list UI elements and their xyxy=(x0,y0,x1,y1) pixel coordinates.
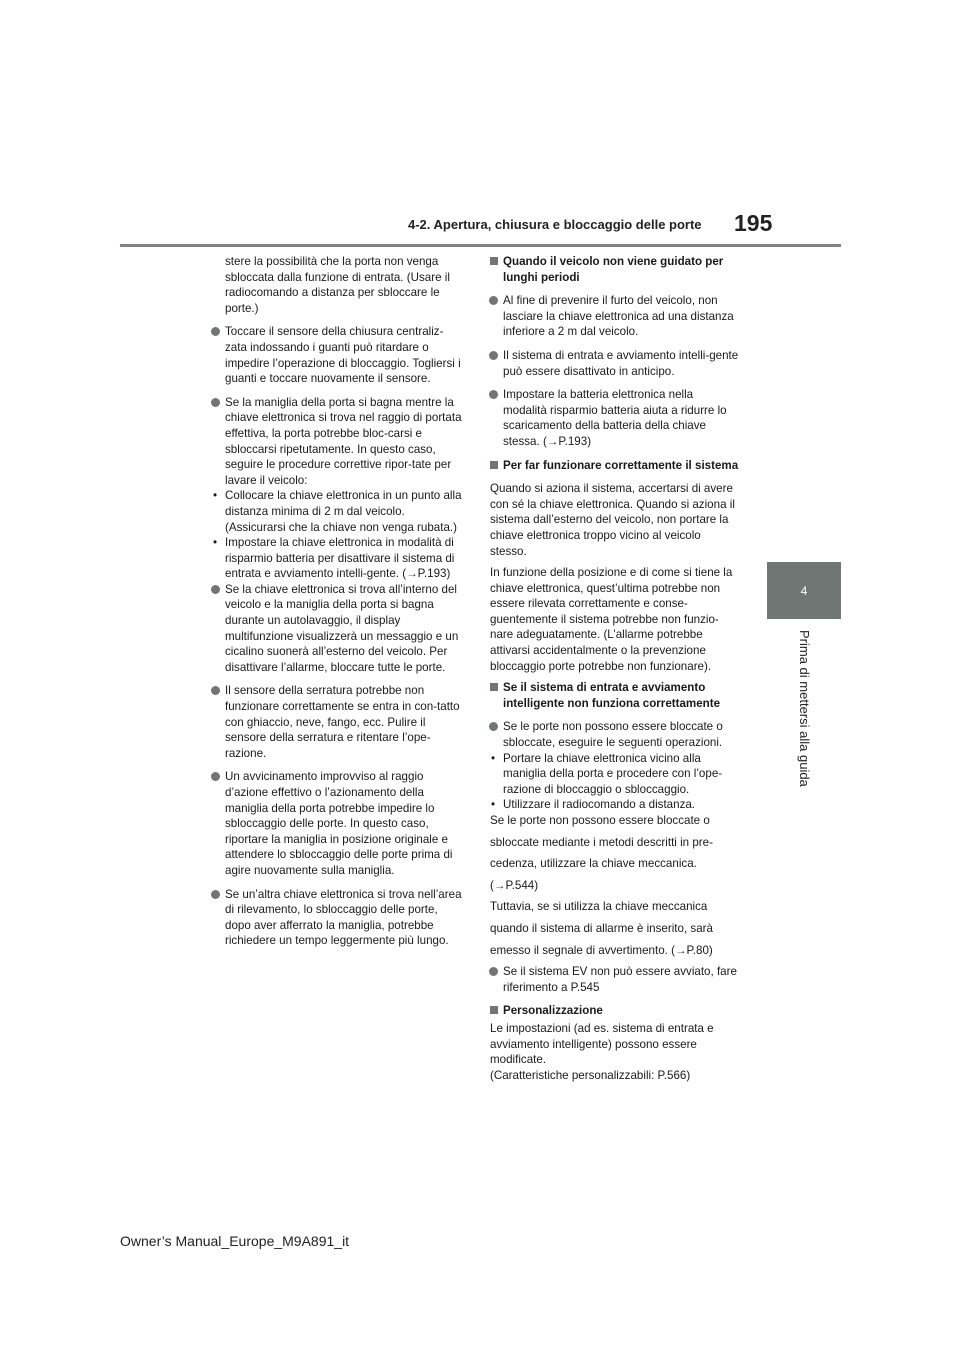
bullet-item xyxy=(490,387,740,449)
bullet-circle-icon xyxy=(489,722,498,731)
paragraph: Le impostazioni (ad es. sistema di entrata e avviamento intelligente) possono essere modificate. xyxy=(490,1021,714,1067)
sub-list-item xyxy=(490,751,740,798)
bullet-circle-icon xyxy=(211,327,220,336)
bullet-item xyxy=(212,683,462,761)
bullet-item xyxy=(212,769,462,878)
dot-icon: • xyxy=(213,489,218,503)
sub-item-text: Utilizzare il radiocomando a distanza. xyxy=(503,798,696,812)
sub-item-text: Impostare la chiave elettronica in modalità di risparmio batteria per disattivare il sistema di entrata e avviamento intelli-gente. (→P.193) xyxy=(225,536,455,581)
bullet-circle-icon xyxy=(489,390,498,399)
paragraph: Quando si aziona il sistema, accertarsi di avere con sé la chiave elettronica. Quando si aziona il sistema dall’esterno del veicolo, non portare la chiave elettronica troppo vicino al veicolo stesso. xyxy=(490,482,735,558)
bullet-item xyxy=(490,719,740,750)
bullet-text: Se la maniglia della porta si bagna mentre la chiave elettronica si trova nel raggio di portata effettiva, la porta potrebbe bloc-carsi e sbloccarsi ripetutamente. In questo caso, seguire le procedure correttive ripor-tate per lavare il veicolo: xyxy=(225,395,462,487)
dot-icon: • xyxy=(213,536,218,550)
sub-list xyxy=(490,751,740,813)
square-marker-icon xyxy=(490,257,498,265)
square-marker-icon xyxy=(490,461,498,469)
section-heading xyxy=(490,254,740,285)
bullet-circle-icon xyxy=(489,967,498,976)
bullet-circle-icon xyxy=(211,772,220,781)
heading-text: Personalizzazione xyxy=(503,1004,603,1018)
bullet-item xyxy=(490,964,740,995)
heading-text: Quando il veicolo non viene guidato per lunghi periodi xyxy=(503,255,724,284)
paragraph: In funzione della posizione e di come si tiene la chiave elettronica, quest’ultima potrebbe non essere rilevata correttamente e conse-guentemente il sistema potrebbe non funzio-nare adeguatamente. (L’allarme potrebbe attivarsi accidentalmente o la prevenzione bloccaggio porte potrebbe non funzionare). xyxy=(490,566,733,673)
bullet-circle-icon xyxy=(211,585,220,594)
footer-text: Owner’s Manual_Europe_M9A891_it xyxy=(120,1233,350,1249)
text-line: cedenza, utilizzare la chiave meccanica. xyxy=(490,857,697,871)
heading-text: Se il sistema di entrata e avviamento intelligente non funziona correttamente xyxy=(503,681,721,710)
page-number: 195 xyxy=(734,210,773,236)
text-line: sbloccate mediante i metodi descritti in pre- xyxy=(490,835,713,849)
bullet-text: Il sistema di entrata e avviamento intelli-gente può essere disattivato in anticipo. xyxy=(503,348,739,378)
section-heading xyxy=(490,680,740,711)
chapter-caption: Prima di mettersi alla guida xyxy=(797,630,812,787)
dot-icon: • xyxy=(491,798,496,812)
bullet-text: Se la chiave elettronica si trova all’interno del veicolo e la maniglia della porta si bagna durante un autolavaggio, il display multifunzione visualizzerà un messaggio e un cicalino suonerà all’esterno del veicolo. Per disattivare l’allarme, bloccare tutte le porte. xyxy=(225,582,459,674)
bullet-circle-icon xyxy=(489,296,498,305)
header-divider xyxy=(120,244,841,247)
bullet-item xyxy=(212,582,462,676)
bullet-text: Se il sistema EV non può essere avviato, fare riferimento a P.545 xyxy=(503,965,737,994)
bullet-circle-icon xyxy=(211,686,220,695)
bullet-text: Un avvicinamento improvviso al raggio d’azione effettivo o l’azionamento della maniglia della porta potrebbe impedire lo sbloccaggio delle porte. In questo caso, riportare la maniglia in posizione originale e attendere lo sbloccaggio delle porte prima di agire nuovamente sulla maniglia. xyxy=(225,770,453,877)
text-line: (→P.544) xyxy=(490,878,539,892)
text-line: Tuttavia, se si utilizza la chiave meccanica xyxy=(490,900,708,914)
bullet-text: Se le porte non possono essere bloccate o sbloccate, eseguire le seguenti operazioni. xyxy=(503,720,723,750)
sub-list-item xyxy=(212,488,462,535)
bullet-item xyxy=(212,324,462,386)
text-line: quando il sistema di allarme è inserito, sarà xyxy=(490,921,713,935)
continued-paragraph: stere la possibilità che la porta non venga sbloccata dalla funzione di entrata. (Usare il radiocomando a distanza per sbloccare le porte.) xyxy=(225,255,450,315)
sub-item-text: Collocare la chiave elettronica in un punto alla distanza minima di 2 m dal veicolo. (Assicurarsi che la chiave non venga rubata.) xyxy=(225,489,462,534)
sub-item-text: Portare la chiave elettronica vicino alla maniglia della porta e procedere con l’ope-razione di bloccaggio o sbloccaggio. xyxy=(503,751,723,796)
bullet-circle-icon xyxy=(211,890,220,899)
bullet-text: Se un’altra chiave elettronica si trova nell’area di rilevamento, lo sbloccaggio delle porte, dopo aver afferrato la maniglia, potrebbe richiedere un tempo leggermente più lungo. xyxy=(225,887,462,948)
bullet-text: Al fine di prevenire il furto del veicolo, non lasciare la chiave elettronica ad una distanza inferiore a 2 m dal veicolo. xyxy=(503,294,734,339)
bullet-circle-icon xyxy=(211,398,220,407)
bullet-text: Il sensore della serratura potrebbe non funzionare correttamente se entra in con-tatto con ghiaccio, neve, fango, ecc. Pulire il sensore della serratura e ritentare l’ope-razione. xyxy=(225,684,460,760)
square-marker-icon xyxy=(490,1006,498,1014)
sub-list-item xyxy=(212,535,462,582)
bullet-text: Toccare il sensore della chiusura centraliz-zata indossando i guanti può ritardare o impedire l’operazione di bloccaggio. Togliersi i guanti e toccare nuovamente il sensore. xyxy=(225,325,461,386)
chapter-tab[interactable]: 4 xyxy=(767,562,841,619)
bullet-item xyxy=(490,348,740,379)
section-heading xyxy=(490,1003,740,1019)
paragraph: (Caratteristiche personalizzabili: P.566) xyxy=(490,1068,691,1082)
square-marker-icon xyxy=(490,683,498,691)
dot-icon: • xyxy=(491,751,496,765)
section-heading xyxy=(490,458,740,474)
left-column xyxy=(212,254,462,957)
sub-list xyxy=(212,488,462,582)
bullet-circle-icon xyxy=(489,351,498,360)
right-column xyxy=(490,254,740,1083)
sub-list-item xyxy=(490,797,740,813)
heading-text: Per far funzionare correttamente il sistema xyxy=(503,458,739,472)
text-line: Se le porte non possono essere bloccate o xyxy=(490,814,710,827)
bullet-item xyxy=(212,395,462,489)
section-title: 4-2. Apertura, chiusura e bloccaggio delle porte xyxy=(408,217,702,232)
bullet-text: Impostare la batteria elettronica nella modalità risparmio batteria aiuta a ridurre lo scaricamento della batteria della chiave stessa. (→P.193) xyxy=(503,388,727,448)
bullet-item xyxy=(490,293,740,340)
bullet-item xyxy=(212,887,462,949)
text-line: emesso il segnale di avvertimento. (→P.80) xyxy=(490,943,713,957)
